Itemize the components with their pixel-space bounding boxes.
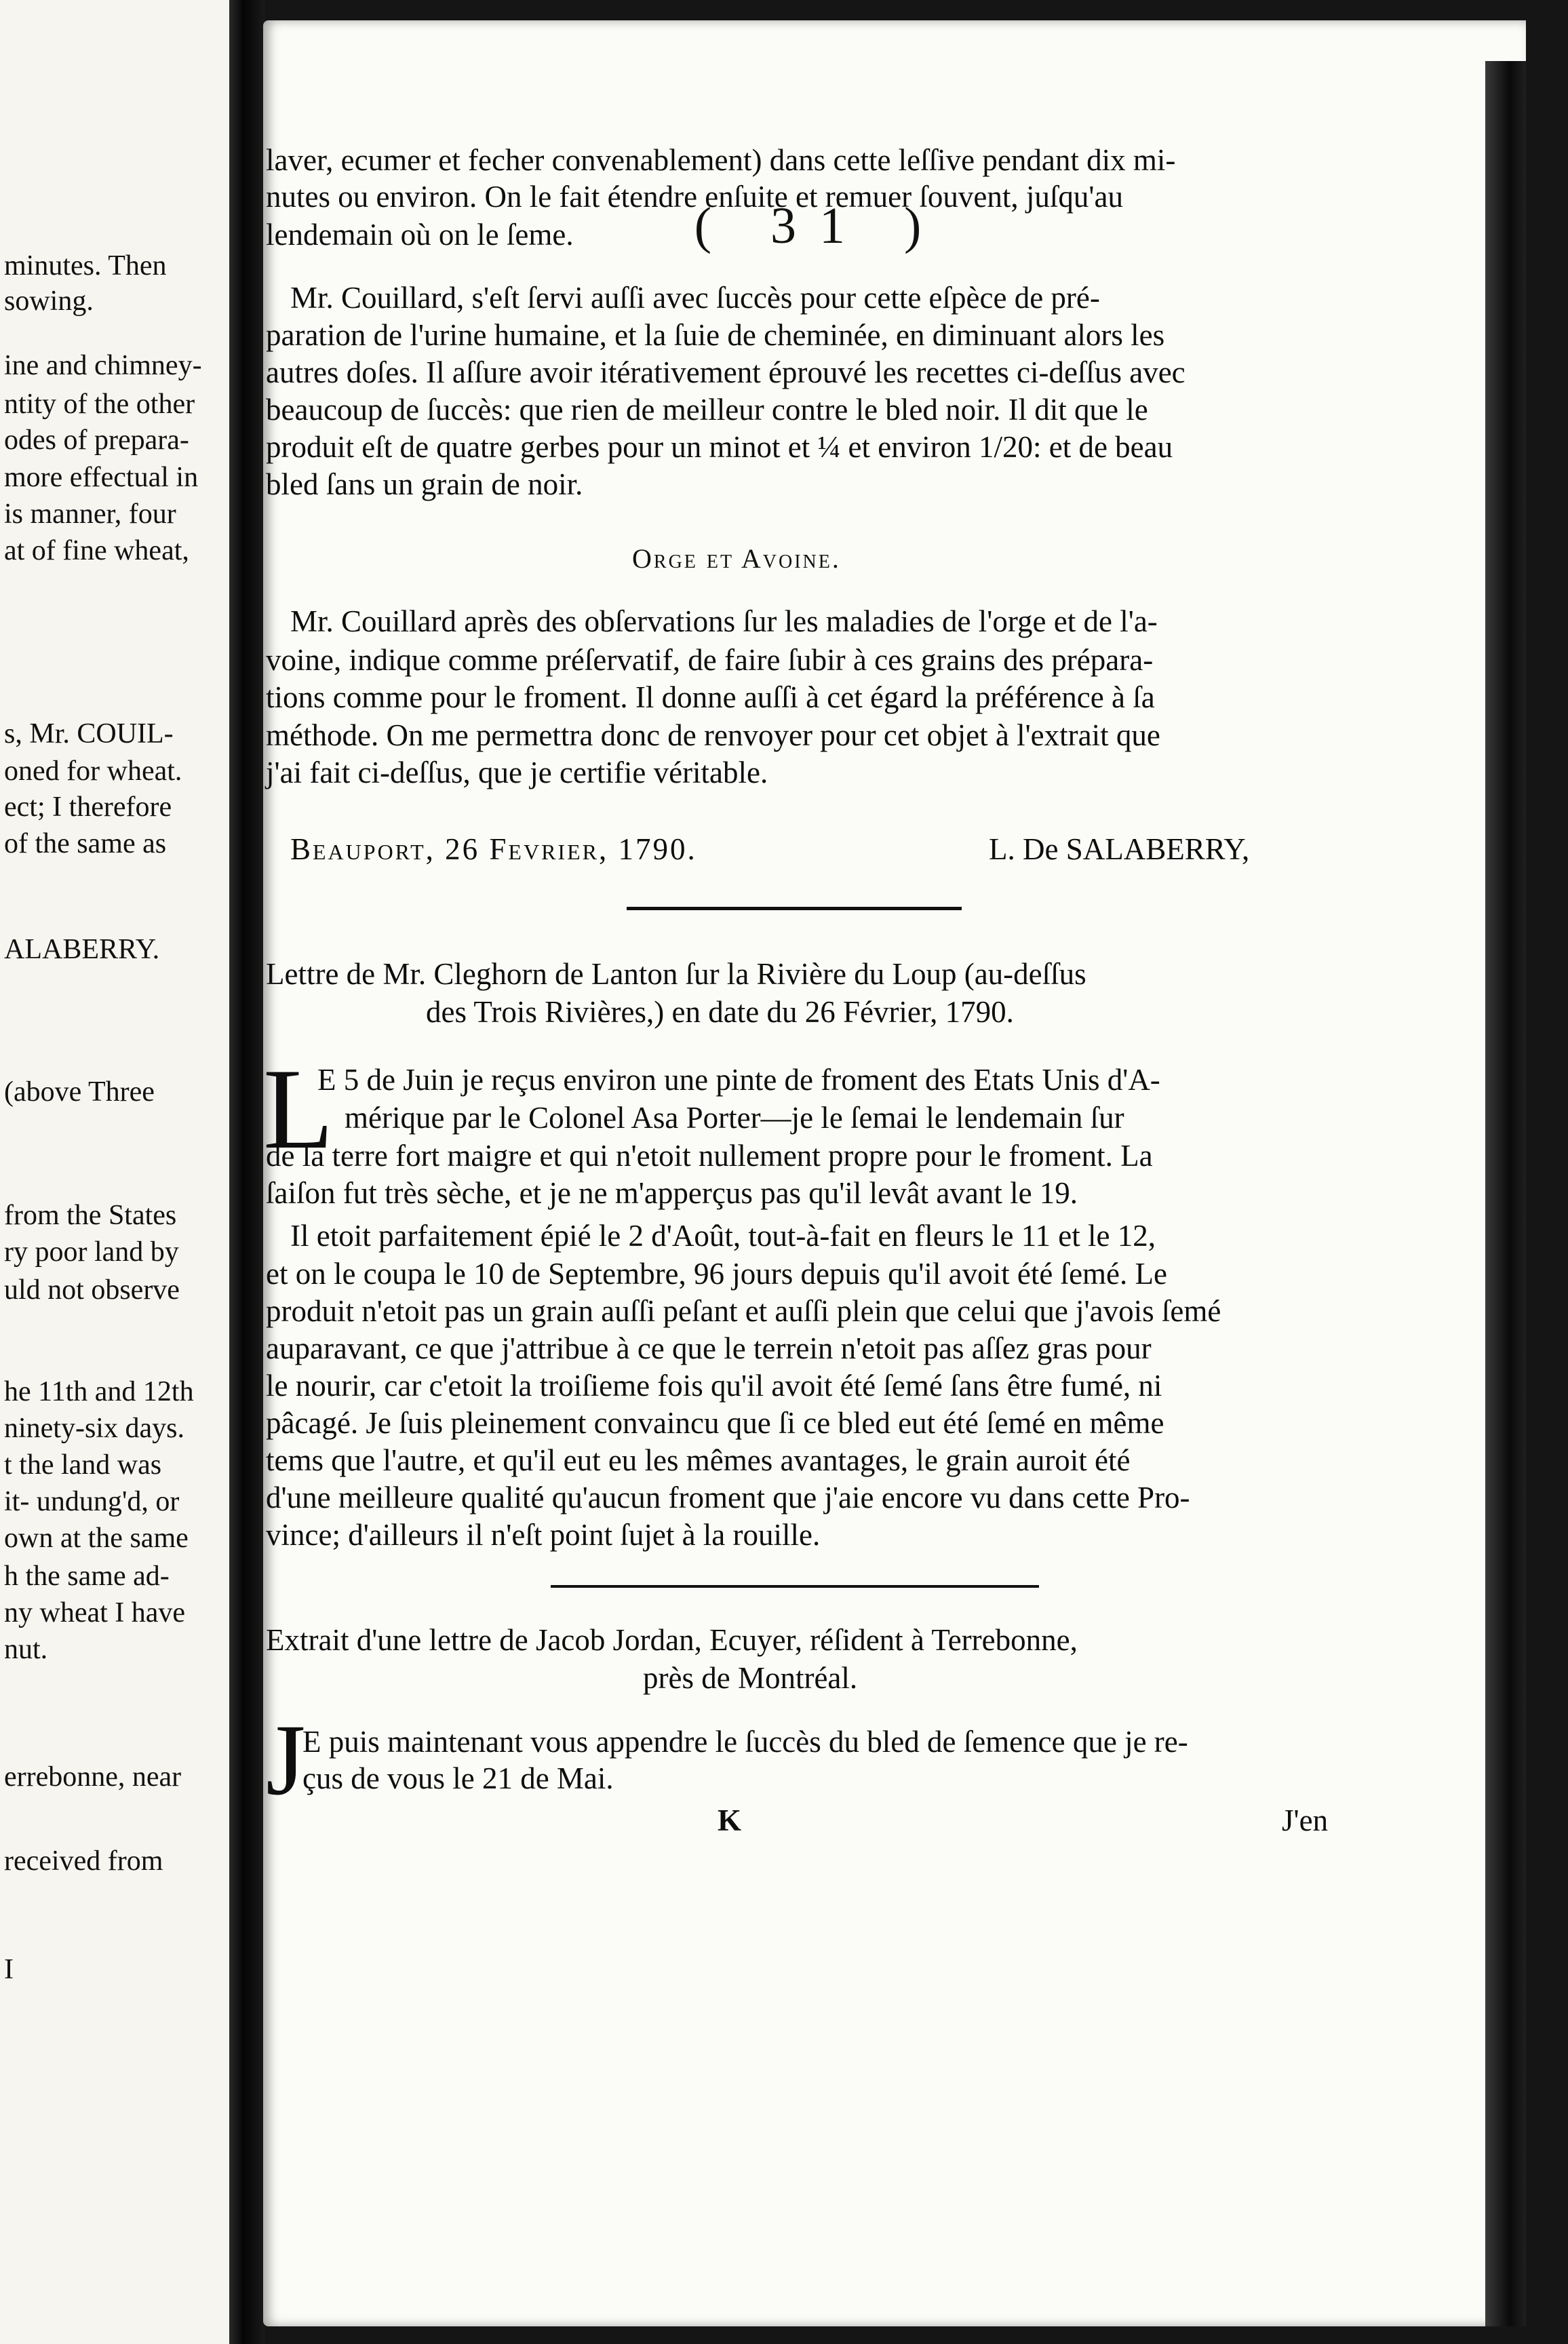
text-line: vince; d'ailleurs il n'eſt point ſujet à la rouille. — [266, 1518, 821, 1552]
text-line: auparavant, ce que j'attribue à ce que le terrein n'etoit pas aſſez gras pour — [266, 1331, 1152, 1365]
left-page-text-line: ninety-six days. — [4, 1413, 184, 1444]
signoff-place: Beauport, 26 Fevrier, 1790. — [290, 832, 697, 866]
left-page-text-line: of the same as — [4, 828, 167, 859]
catchword: J'en — [1282, 1803, 1329, 1837]
left-page-text-line: uld not observe — [4, 1274, 180, 1306]
letter-heading: Lettre de Mr. Cleghorn de Lanton ſur la Rivière du Loup (au-deſſus — [266, 957, 1086, 991]
left-page-text-line: received from — [4, 1845, 163, 1877]
text-line: E puis maintenant vous appendre le ſuccès du bled de ſemence que je re- — [302, 1725, 1188, 1759]
left-page-text-line: is manner, four — [4, 499, 176, 530]
left-page-text-line: (above Three — [4, 1076, 155, 1108]
left-page-text-line: I — [4, 1954, 14, 1985]
page-edge-shadow — [1485, 61, 1526, 2326]
text-line: çus de vous le 21 de Mai. — [302, 1761, 614, 1795]
text-line: pâcagé. Je ſuis pleinement convaincu que ſi ce bled eut été ſemé en même — [266, 1406, 1164, 1440]
left-page-text-line: s, Mr. COUIL- — [4, 718, 174, 749]
left-page-text-line: t the land was — [4, 1449, 162, 1481]
text-line: tions comme pour le froment. Il donne auſſi à cet égard la préférence à ſa — [266, 680, 1155, 714]
text-line: produit eſt de quatre gerbes pour un minot et ¼ et environ 1/20: et de beau — [266, 430, 1173, 464]
left-page-text-line: minutes. Then — [4, 250, 167, 281]
text-line: Mr. Couillard après des obſervations ſur les maladies de l'orge et de l'a- — [290, 604, 1158, 638]
right-page — [263, 20, 1526, 2326]
extract-heading: près de Montréal. — [643, 1661, 858, 1695]
left-page-text-line: from the States — [4, 1200, 177, 1231]
text-line: nutes ou environ. On le fait étendre enſuite et remuer ſouvent, juſqu'au — [266, 180, 1123, 214]
left-page-text-line: h the same ad- — [4, 1561, 170, 1592]
text-line: méthode. On me permettra donc de renvoyer pour cet objet à l'extrait que — [266, 718, 1160, 752]
left-page-text-line: he 11th and 12th — [4, 1376, 194, 1407]
text-line: voine, indique comme préſervatif, de faire ſubir à ces grains des prépara- — [266, 643, 1154, 677]
left-page-text-line: more effectual in — [4, 462, 199, 493]
text-line: bled ſans un grain de noir. — [266, 467, 583, 501]
text-line: produit n'etoit pas un grain auſſi peſant et auſſi plein que celui que j'avois ſemé — [266, 1294, 1221, 1328]
text-line: tems que l'autre, et qu'il eut eu les mêmes avantages, le grain auroit été — [266, 1443, 1131, 1477]
page-number: ( 31 ) — [694, 197, 945, 254]
left-page-text-line: ny wheat I have — [4, 1597, 186, 1628]
left-page-text-line: nut. — [4, 1634, 48, 1665]
text-line: j'ai fait ci-deſſus, que je certifie véritable. — [266, 756, 768, 789]
text-line: Mr. Couillard, s'eſt ſervi auſſi avec ſuccès pour cette eſpèce de pré- — [290, 281, 1100, 315]
section-heading: Orge et Avoine. — [632, 543, 841, 574]
section-divider — [627, 907, 962, 910]
left-page-text-line: at of fine wheat, — [4, 535, 189, 566]
text-line: ſaiſon fut très sèche, et je ne m'apperçus pas qu'il levât avant le 19. — [266, 1176, 1078, 1210]
left-page-text-line: ALABERRY. — [4, 934, 160, 965]
left-page-text-line: sowing. — [4, 286, 94, 317]
left-page-text-line: oned for wheat. — [4, 756, 182, 787]
signature-mark: K — [718, 1803, 742, 1837]
left-facing-page — [0, 0, 229, 2344]
book-gutter — [229, 0, 264, 2344]
section-divider — [551, 1585, 1039, 1588]
text-line: lendemain où on le ſeme. — [266, 218, 574, 252]
left-page-text-line: ntity of the other — [4, 389, 195, 420]
extract-heading: Extrait d'une lettre de Jacob Jordan, Ecuyer, réſident à Terrebonne, — [266, 1623, 1078, 1657]
letter-heading: des Trois Rivières,) en date du 26 Février, 1790. — [426, 995, 1014, 1029]
text-line: E 5 de Juin je reçus environ une pinte de froment des Etats Unis d'A- — [317, 1063, 1160, 1097]
text-line: autres doſes. Il aſſure avoir itérativement éprouvé les recettes ci-deſſus avec — [266, 355, 1185, 389]
text-line: Il etoit parfaitement épié le 2 d'Août, tout-à-fait en fleurs le 11 et le 12, — [290, 1219, 1156, 1253]
text-line: beaucoup de ſuccès: que rien de meilleur contre le bled noir. Il dit que le — [266, 393, 1148, 427]
drop-capital: L — [263, 1045, 334, 1173]
left-page-text-line: ect; I therefore — [4, 792, 172, 823]
text-line: mérique par le Colonel Asa Porter—je le ſemai le lendemain ſur — [345, 1101, 1124, 1135]
left-page-text-line: ine and chimney- — [4, 350, 202, 381]
text-line: paration de l'urine humaine, et la ſuie de cheminée, en diminuant alors les — [266, 318, 1165, 352]
text-line: laver, ecumer et fecher convenablement) dans cette leſſive pendant dix mi- — [266, 143, 1176, 177]
text-line: de la terre fort maigre et qui n'etoit nullement propre pour le froment. La — [266, 1139, 1153, 1173]
text-line: et on le coupa le 10 de Septembre, 96 jours depuis qu'il avoit été ſemé. Le — [266, 1257, 1167, 1291]
left-page-text-line: ry poor land by — [4, 1236, 179, 1268]
drop-capital: J — [266, 1704, 306, 1816]
left-page-text-line: odes of prepara- — [4, 425, 189, 456]
signoff-name: L. De SALABERRY, — [989, 832, 1250, 866]
left-page-text-line: own at the same — [4, 1523, 189, 1554]
left-page-text-line: it- undung'd, or — [4, 1486, 180, 1517]
text-line: le nourir, car c'etoit la troiſieme fois qu'il avoit été ſemé ſans être fumé, ni — [266, 1369, 1162, 1403]
text-line: d'une meilleure qualité qu'aucun froment que j'aie encore vu dans cette Pro- — [266, 1481, 1190, 1515]
left-page-text-line: errebonne, near — [4, 1761, 182, 1793]
